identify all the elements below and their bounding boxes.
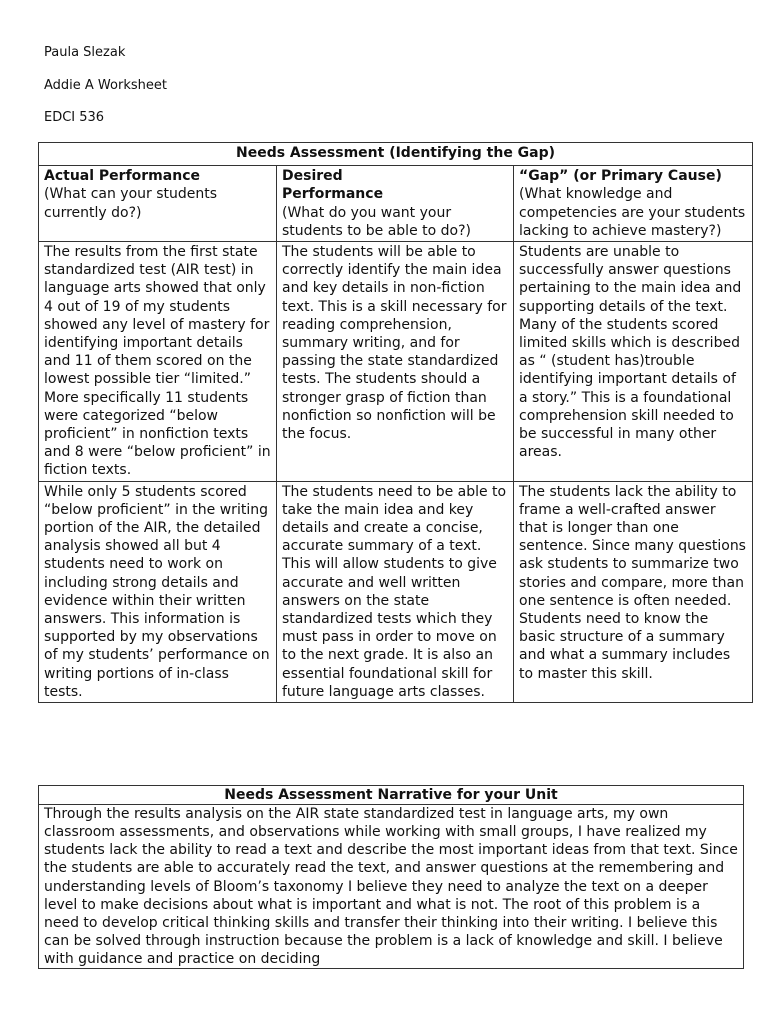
needs-assessment-table <box>38 142 753 703</box>
column-header-desired <box>277 166 514 242</box>
column-title-gap: “Gap” (or Primary Cause) <box>519 168 722 185</box>
narrative-table <box>38 785 744 969</box>
table-cell-actual: While only 5 students scored “below proficient” in the writing portion of the AIR, the detailed analysis showed all but 4 students need to work on including strong details and evidence within their written answers. This information is supported by my observations of my students’ performance on writing portions of in-class tests. <box>39 481 277 702</box>
worksheet-title: Addie A Worksheet <box>44 78 167 93</box>
table-row <box>39 242 753 482</box>
column-subtitle-gap: (What knowledge and competencies are your students lacking to achieve mastery?) <box>519 186 746 239</box>
column-subtitle-actual: (What can your students currently do?) <box>44 186 218 221</box>
column-header-gap <box>514 166 753 242</box>
course-code: EDCI 536 <box>44 110 105 125</box>
table-cell-actual: The results from the first state standardized test (AIR test) in language arts showed that only 4 out of 19 of my students showed any level of mastery for identifying important details and 11 of them scored on the lowest possible tier “limited.” More specifically 11 students were categorized “below proficient” in nonfiction texts and 8 were “below proficient” in fiction texts. <box>39 242 277 482</box>
narrative-body: Through the results analysis on the AIR state standardized test in language arts, my own classroom assessments, and observations while working with small groups, I have realized my students lack the ability to read a text and describe the most important ideas from that text. Since the students are able to accurately read the text, and answer questions at the remembering and understanding levels of Bloom’s taxonomy I believe they need to analyze the text on a deeper level to make decisions about what is important and what is not. The root of this problem is a need to develop critical thinking skills and transfer their thinking into their writing. I believe this can be solved through instruction because the problem is a lack of knowledge and skill. I believe with guidance and practice on deciding <box>39 805 744 969</box>
needs-assessment-title-row <box>39 143 753 166</box>
table-cell-gap: Students are unable to successfully answer questions pertaining to the main idea and supporting details of the text. Many of the students scored limited skills which is described as “ (student has)trouble identifying important details of a story.” This is a foundational comprehension skill needed to be successful in many other areas. <box>514 242 753 482</box>
column-header-row <box>39 166 753 242</box>
column-subtitle-desired: (What do you want your students to be able to do?) <box>282 204 471 239</box>
table-cell-desired: The students will be able to correctly identify the main idea and key details in non-fiction text. This is a skill necessary for reading comprehension, summary writing, and for passing the state standardized tests. The students should a stronger grasp of fiction than nonfiction so nonfiction will be the focus. <box>277 242 514 482</box>
narrative-body-row <box>39 805 744 969</box>
author-name: Paula Slezak <box>44 45 126 60</box>
table-row <box>39 481 753 702</box>
column-title-actual: Actual Performance <box>44 168 200 185</box>
needs-assessment-title: Needs Assessment (Identifying the Gap) <box>39 143 753 166</box>
narrative-title: Needs Assessment Narrative for your Unit <box>39 786 744 805</box>
table-cell-desired: The students need to be able to take the main idea and key details and create a concise, accurate summary of a text. This will allow students to give accurate and well written answers on the state standardized tests which they must pass in order to move on to the next grade. It is also an essential foundational skill for future language arts classes. <box>277 481 514 702</box>
narrative-title-row <box>39 786 744 805</box>
column-header-actual <box>39 166 277 242</box>
table-cell-gap: The students lack the ability to frame a well-crafted answer that is longer than one sentence. Since many questions ask students to summarize two stories and compare, more than one sentence is often needed. Students need to know the basic structure of a summary and what a summary includes to master this skill. <box>514 481 753 702</box>
column-title-desired: Desired Performance <box>282 168 384 203</box>
